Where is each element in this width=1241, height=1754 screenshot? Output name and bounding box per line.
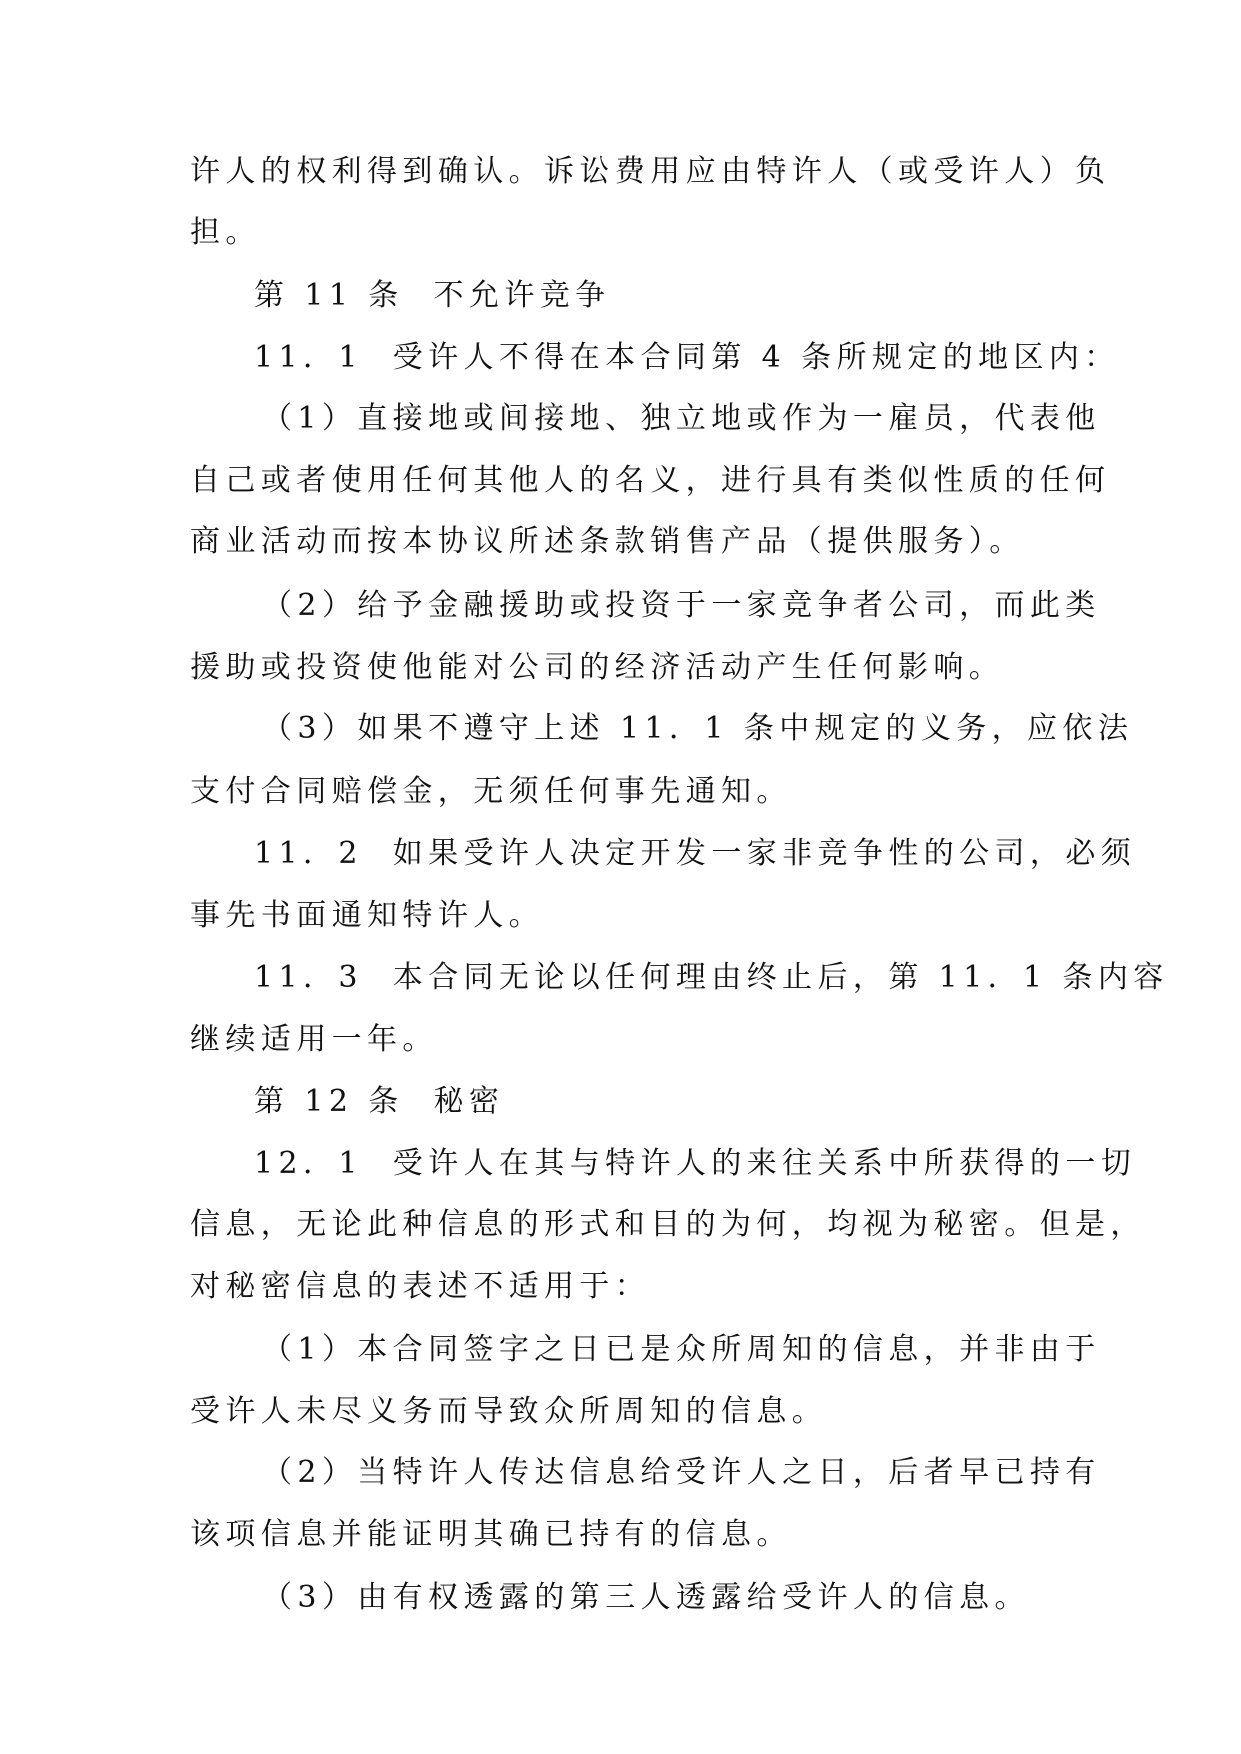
paragraph-line: 商业活动而按本协议所述条款销售产品（提供服务）。: [190, 524, 1025, 559]
section-heading: 第 11 条 不允许竞争: [254, 278, 611, 313]
paragraph-line: 事先书面通知特许人。: [190, 898, 544, 933]
paragraph-line: （3）由有权透露的第三人透露给受许人的信息。: [262, 1580, 1030, 1615]
paragraph-line: （1）本合同签字之日已是众所周知的信息，并非由于: [262, 1332, 1101, 1367]
section-heading: 第 12 条 秘密: [254, 1084, 505, 1119]
paragraph-line: 12．1 受许人在其与特许人的来往关系中所获得的一切: [254, 1146, 1137, 1181]
paragraph-line: （3）如果不遵守上述 11．1 条中规定的义务，应依法: [262, 711, 1134, 746]
paragraph-line: 11．2 如果受许人决定开发一家非竞争性的公司，必须: [254, 836, 1137, 871]
paragraph-line: （1）直接地或间接地、独立地或作为一雇员，代表他: [262, 401, 1101, 436]
paragraph-line: 信息，无论此种信息的形式和目的为何，均视为秘密。但是，: [190, 1207, 1146, 1242]
paragraph-line: 担。: [190, 215, 261, 250]
paragraph-line: 援助或投资使他能对公司的经济活动产生任何影响。: [190, 650, 1005, 685]
paragraph-line: 受许人未尽义务而导致众所周知的信息。: [190, 1394, 828, 1429]
paragraph-line: 对秘密信息的表述不适用于：: [190, 1269, 651, 1304]
paragraph-line: 支付合同赔偿金，无须任何事先通知。: [190, 774, 792, 809]
paragraph-line: 继续适用一年。: [190, 1022, 438, 1057]
paragraph-line: 11．3 本合同无论以任何理由终止后，第 11．1 条内容: [254, 960, 1169, 995]
paragraph-line: 11．1 受许人不得在本合同第 4 条所规定的地区内：: [254, 340, 1120, 375]
paragraph-line: 许人的权利得到确认。诉讼费用应由特许人（或受许人）负: [190, 154, 1111, 189]
paragraph-line: 自己或者使用任何其他人的名义，进行具有类似性质的任何: [190, 463, 1111, 498]
paragraph-line: （2）当特许人传达信息给受许人之日，后者早已持有: [262, 1455, 1101, 1490]
paragraph-line: （2）给予金融援助或投资于一家竞争者公司，而此类: [262, 588, 1101, 623]
paragraph-line: 该项信息并能证明其确已持有的信息。: [190, 1517, 792, 1552]
